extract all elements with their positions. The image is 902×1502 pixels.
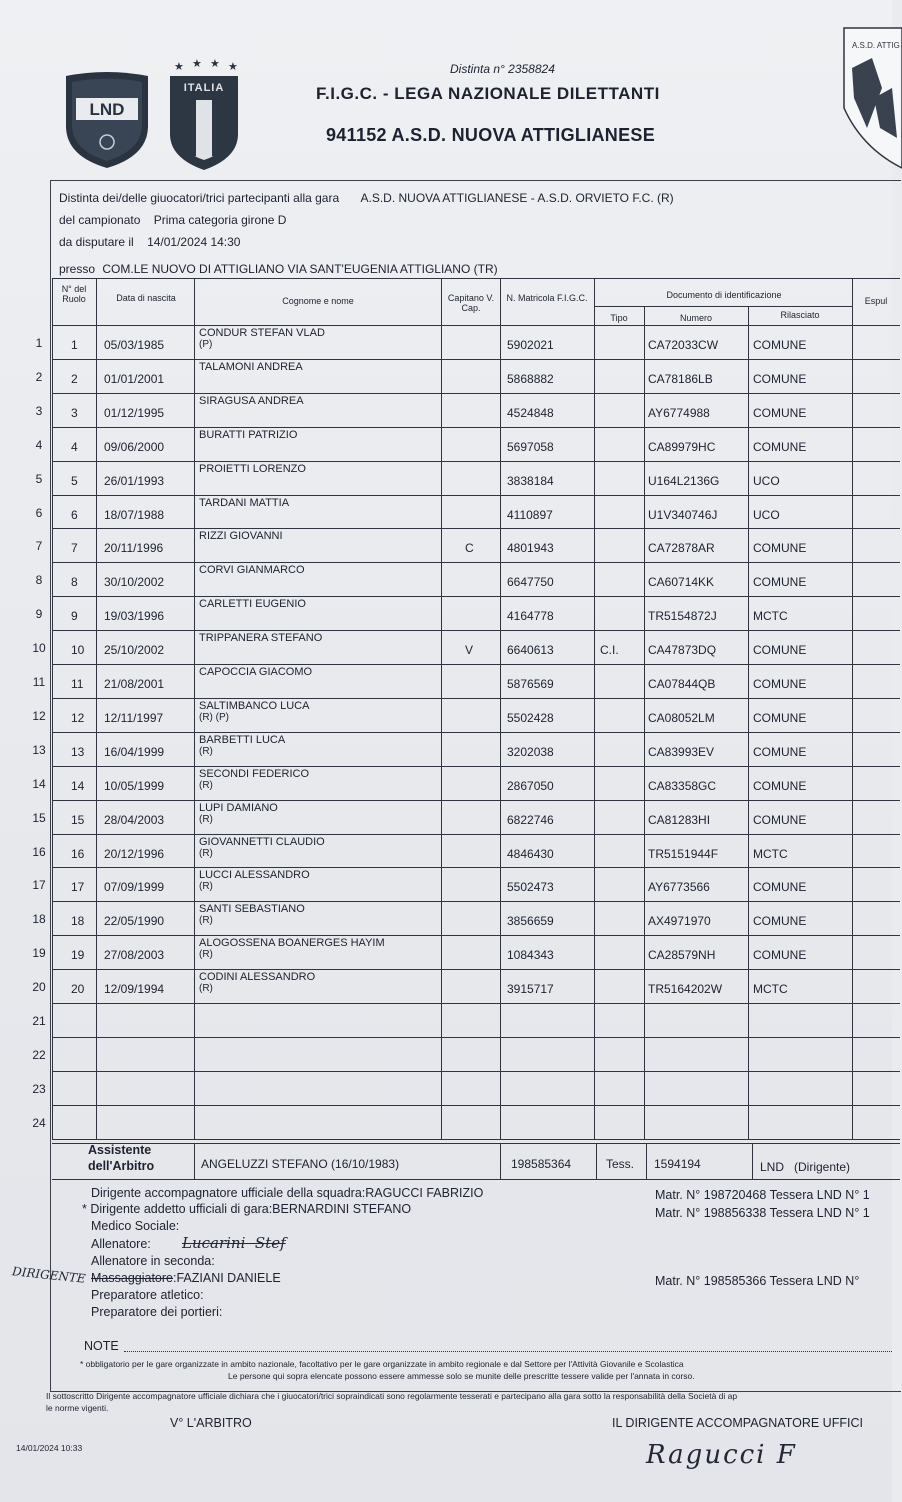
outer-row-number: 3 [35, 404, 43, 418]
outer-row-number: 12 [32, 709, 46, 723]
assistant-label-2: dell'Arbitro [88, 1159, 155, 1173]
player-doc-number: CA08052LM [648, 711, 715, 725]
player-number: 2 [71, 372, 78, 386]
player-name: TALAMONI ANDREA [199, 361, 303, 373]
player-doc-number: U1V340746J [648, 508, 718, 522]
player-name: RIZZI GIOVANNI [199, 530, 283, 542]
player-birth-date: 20/11/1996 [104, 541, 164, 555]
table-header-border [52, 325, 900, 326]
player-doc-number: CA83993EV [648, 745, 715, 759]
column-divider [852, 278, 853, 1139]
player-number: 18 [71, 914, 85, 928]
row-divider [52, 901, 900, 902]
player-note: (R) (P) [199, 712, 229, 723]
svg-text:★: ★ [210, 58, 220, 70]
player-note: (R) [199, 780, 213, 791]
federation-title: F.I.G.C. - LEGA NAZIONALE DILETTANTI [316, 84, 660, 103]
coach-label: Allenatore: [91, 1237, 151, 1251]
distinta-number: Distinta n° 2358824 [450, 62, 555, 76]
player-birth-date: 12/09/1994 [104, 982, 165, 996]
player-doc-number: CA78186LB [648, 372, 713, 386]
row-divider [52, 1037, 900, 1038]
official-signature-label: IL DIRIGENTE ACCOMPAGNATORE UFFICI [612, 1416, 863, 1430]
player-matricola: 4801943 [507, 541, 554, 555]
player-doc-number: CA72878AR [648, 541, 715, 555]
player-birth-date: 01/01/2001 [104, 372, 165, 386]
assistant-label-1: Assistente [88, 1143, 152, 1157]
player-birth-date: 22/05/1990 [104, 914, 165, 928]
match-name: A.S.D. NUOVA ATTIGLIANESE - A.S.D. ORVIETO F.C. (R) [360, 191, 674, 205]
player-matricola: 3202038 [507, 745, 554, 759]
player-birth-date: 05/03/1985 [104, 338, 165, 352]
player-name: SECONDI FEDERICO [199, 768, 310, 780]
outer-row-number: 23 [32, 1082, 46, 1096]
player-number: 13 [71, 745, 85, 759]
column-divider [52, 278, 53, 1139]
footnote-1: * obbligatorio per le gare organizzate in ambito nazionale, facoltativo per le gare organizzate in ambito regionale e dal Settore per l'Attività Giovanile e Scolastica [80, 1359, 684, 1369]
player-name: SALTIMBANCO LUCA [199, 700, 310, 712]
assistant-column-divider [500, 1143, 501, 1179]
outer-row-number: 20 [32, 980, 46, 994]
date-line [59, 235, 240, 249]
player-doc-issuer: COMUNE [753, 406, 807, 420]
player-doc-issuer: COMUNE [753, 677, 807, 691]
referee-official-line [82, 1202, 411, 1216]
player-name-cell [199, 530, 283, 542]
player-birth-date: 18/07/1988 [104, 508, 165, 522]
player-birth-date: 20/12/1996 [104, 847, 165, 861]
player-number: 16 [71, 847, 85, 861]
player-name-cell [199, 734, 285, 758]
player-matricola: 4164778 [507, 609, 554, 623]
player-number: 1 [71, 338, 78, 352]
player-name: CORVI GIANMARCO [199, 564, 305, 576]
player-name: PROIETTI LORENZO [199, 463, 306, 475]
player-doc-issuer: MCTC [753, 847, 788, 861]
masseur-line: Massaggiatore:FAZIANI DANIELE [91, 1271, 281, 1285]
player-birth-date: 21/08/2001 [104, 677, 165, 691]
col-document: Documento di identificazione [666, 290, 782, 300]
player-number: 3 [71, 406, 78, 420]
player-doc-number: CA89979HC [648, 440, 716, 454]
row-divider [52, 935, 900, 936]
row-divider [52, 461, 900, 462]
outer-row-number: 2 [35, 370, 43, 384]
player-number: 14 [71, 779, 85, 793]
participants-label: Distinta dei/delle giuocatori/trici partecipanti alla gara [59, 191, 340, 205]
table-top-border [52, 278, 900, 279]
player-doc-issuer: MCTC [753, 609, 788, 623]
player-number: 9 [71, 609, 78, 623]
player-name-cell [199, 836, 325, 860]
masseur-handwritten-role: DIRIGENTE [11, 1264, 87, 1286]
player-doc-number: CA28579NH [648, 948, 716, 962]
player-doc-number: TR5164202W [648, 982, 723, 996]
championship: Prima categoria girone D [153, 213, 287, 227]
col-captain: Capitano V. Cap. [447, 293, 495, 313]
player-name-cell [199, 632, 322, 644]
player-birth-date: 19/03/1996 [104, 609, 165, 623]
assistant-doc-type: Tess. [606, 1157, 635, 1171]
player-doc-issuer: COMUNE [753, 575, 807, 589]
row-divider [52, 359, 900, 360]
outer-row-number: 24 [32, 1116, 46, 1130]
player-doc-number: AY6773566 [648, 880, 710, 894]
col-roster-no: N° del Ruolo [61, 284, 87, 304]
player-name: GIOVANNETTI CLAUDIO [199, 836, 325, 848]
outer-row-number: 1 [35, 336, 43, 350]
masseur-matr: Matr. N° 198585366 Tessera LND N° [655, 1274, 860, 1288]
venue: COM.LE NUOVO DI ATTIGLIANO VIA SANT'EUGENIA ATTIGLIANO (TR) [102, 262, 498, 276]
player-matricola: 3838184 [507, 474, 554, 488]
player-name: BARBETTI LUCA [199, 734, 286, 746]
official-matr: Matr. N° 198720468 Tessera LND N° 1 [655, 1188, 870, 1202]
assistant-column-divider [752, 1143, 753, 1179]
svg-text:ITALIA: ITALIA [183, 82, 225, 94]
player-doc-issuer: COMUNE [753, 541, 807, 555]
row-divider [52, 969, 900, 970]
player-doc-issuer: COMUNE [753, 440, 807, 454]
footnote-2: Le persone qui sopra elencate possono essere ammesse solo se munite delle prescritte tessere valide per l'annata in corso. [228, 1371, 695, 1381]
player-doc-number: CA47873DQ [648, 643, 717, 657]
player-matricola: 5697058 [507, 440, 554, 454]
player-number: 4 [71, 440, 78, 454]
player-captain: V [465, 643, 474, 657]
player-doc-issuer: COMUNE [753, 745, 807, 759]
player-matricola: 1084343 [507, 948, 554, 962]
player-doc-issuer: COMUNE [753, 813, 807, 827]
row-divider [52, 630, 900, 631]
player-name: CONDUR STEFAN VLAD [199, 327, 325, 339]
player-doc-number: TR5154872J [648, 609, 717, 623]
column-divider [644, 306, 645, 1139]
masseur-label: Massaggiatore [91, 1271, 173, 1285]
player-number: 8 [71, 575, 78, 589]
row-divider [52, 1105, 900, 1106]
player-name: TRIPPANERA STEFANO [199, 632, 323, 644]
player-name-cell [199, 463, 306, 475]
referee-official-matr: Matr. N° 198856338 Tessera LND N° 1 [655, 1206, 870, 1220]
player-birth-date: 16/04/1999 [104, 745, 165, 759]
player-birth-date: 09/06/2000 [104, 440, 165, 454]
athletic-label: Preparatore atletico: [91, 1288, 204, 1302]
outer-row-number: 16 [32, 845, 46, 859]
player-doc-issuer: COMUNE [753, 880, 807, 894]
player-number: 10 [71, 643, 85, 657]
row-divider [52, 698, 900, 699]
player-doc-number: U164L2136G [648, 474, 720, 488]
player-matricola: 3915717 [507, 982, 554, 996]
player-name-cell [199, 937, 385, 961]
player-number: 5 [71, 474, 78, 488]
col-matricola: N. Matricola F.I.G.C. [506, 293, 588, 303]
outer-row-number: 22 [32, 1048, 46, 1062]
match-line [59, 191, 674, 205]
official-line [91, 1186, 483, 1200]
assistant-column-divider [194, 1143, 195, 1179]
row-divider [52, 393, 900, 394]
printed-timestamp: 14/01/2024 10:33 [16, 1443, 83, 1453]
player-note: (P) [199, 339, 213, 350]
player-birth-date: 30/10/2002 [104, 575, 165, 589]
svg-text:★: ★ [228, 61, 238, 73]
outer-row-number: 6 [35, 506, 43, 520]
declaration-2: le norme vigenti. [46, 1403, 109, 1413]
player-matricola: 6822746 [507, 813, 554, 827]
row-divider [52, 1071, 900, 1072]
player-doc-issuer: COMUNE [753, 711, 807, 725]
assistant-number: 198585364 [511, 1157, 572, 1171]
venue-label: presso [59, 262, 96, 276]
official-name: RAGUCCI FABRIZIO [365, 1186, 484, 1200]
player-matricola: 5868882 [507, 372, 554, 386]
outer-row-number: 19 [32, 946, 46, 960]
row-divider [52, 427, 900, 428]
notes-label: NOTE [84, 1339, 119, 1353]
col-doc-number: Numero [679, 313, 712, 323]
column-divider [748, 306, 749, 1139]
player-doc-issuer: COMUNE [753, 372, 807, 386]
player-name: LUPI DAMIANO [199, 802, 278, 814]
date-label: da disputare il [59, 235, 134, 249]
player-matricola: 5902021 [507, 338, 554, 352]
player-number: 6 [71, 508, 78, 522]
player-name-cell [199, 395, 304, 407]
svg-text:A.S.D. ATTIG: A.S.D. ATTIG [852, 41, 900, 50]
player-birth-date: 26/01/1993 [104, 474, 165, 488]
championship-label: del campionato [59, 213, 141, 227]
outer-row-number: 9 [35, 607, 43, 621]
assistant-name: ANGELUZZI STEFANO (16/10/1983) [201, 1157, 400, 1171]
column-divider [441, 278, 442, 1139]
player-doc-issuer: COMUNE [753, 643, 807, 657]
assistant-issuer: LND (Dirigente) [760, 1160, 851, 1174]
outer-row-number: 21 [32, 1014, 46, 1028]
row-divider [52, 800, 900, 801]
player-name-cell [199, 666, 312, 678]
coach-handwritten: Lucarini Stef [182, 1234, 286, 1252]
player-name: CODINI ALESSANDRO [199, 971, 316, 983]
assistant-bottom-border [52, 1179, 900, 1180]
outer-row-number: 5 [35, 472, 43, 486]
column-divider [594, 278, 595, 1139]
svg-text:★: ★ [192, 58, 202, 70]
svg-text:LND: LND [89, 100, 125, 119]
player-name: SANTI SEBASTIANO [199, 903, 305, 915]
outer-row-number: 7 [35, 539, 43, 553]
player-note: (R) [199, 983, 213, 994]
col-doc-type: Tipo [610, 313, 628, 323]
player-name-cell [199, 361, 303, 373]
player-doc-number: AY6774988 [648, 406, 710, 420]
player-captain: C [465, 541, 474, 555]
player-doc-number: CA60714KK [648, 575, 715, 589]
player-note: (R) [199, 848, 213, 859]
player-doc-type: C.I. [600, 643, 619, 657]
outer-row-number: 10 [32, 641, 46, 655]
col-doc-issuer: Rilasciato [780, 310, 820, 320]
player-doc-issuer: COMUNE [753, 779, 807, 793]
club-logo [842, 28, 902, 168]
outer-row-number: 8 [35, 573, 43, 587]
player-matricola: 5502428 [507, 711, 554, 725]
player-number: 15 [71, 813, 85, 827]
lnd-logo [62, 70, 152, 170]
document-header-divider [594, 306, 852, 307]
goalkeeper-label: Preparatore dei portieri: [91, 1305, 223, 1319]
player-number: 12 [71, 711, 85, 725]
referee-signature-label: V° L'ARBITRO [170, 1416, 252, 1430]
player-number: 19 [71, 948, 85, 962]
figc-italia-logo [166, 58, 242, 172]
referee-official-name: BERNARDINI STEFANO [272, 1202, 412, 1216]
col-name: Cognome e nome [282, 296, 354, 306]
player-number: 11 [71, 677, 84, 691]
player-birth-date: 10/05/1999 [104, 779, 165, 793]
assistant-top-border [52, 1143, 900, 1144]
player-name-cell [199, 971, 315, 995]
row-divider [52, 562, 900, 563]
player-matricola: 4110897 [507, 508, 553, 522]
notes-dotted-line [124, 1351, 892, 1352]
player-name-cell [199, 497, 289, 509]
player-name-cell [199, 327, 325, 351]
player-name-cell [199, 903, 305, 927]
outer-row-number: 17 [32, 878, 46, 892]
assistant-doc: 1594194 [654, 1157, 701, 1171]
player-name: CARLETTI EUGENIO [199, 598, 306, 610]
player-doc-issuer: MCTC [753, 982, 788, 996]
player-doc-number: CA72033CW [648, 338, 719, 352]
player-matricola: 4846430 [507, 847, 554, 861]
player-number: 20 [71, 982, 85, 996]
player-matricola: 5876569 [507, 677, 554, 691]
player-doc-number: CA81283HI [648, 813, 711, 827]
player-name-cell [199, 768, 309, 792]
player-birth-date: 27/08/2003 [104, 948, 165, 962]
player-matricola: 4524848 [507, 406, 554, 420]
column-divider [500, 278, 501, 1139]
outer-row-number: 14 [32, 777, 46, 791]
player-name-cell [199, 598, 306, 610]
assistant-column-divider [596, 1143, 597, 1179]
declaration-1: Il sottoscritto Dirigente accompagnatore ufficiale dichiara che i giuocatori/trici sopraindicati sono regolarmente tesserati e partecipano alla gara sotto la responsabilità della Società di ap [46, 1391, 738, 1401]
official-label: Dirigente accompagnatore ufficiale della squadra: [91, 1186, 366, 1200]
match-date: 14/01/2024 14:30 [147, 235, 241, 249]
row-divider [52, 495, 900, 496]
player-note: (R) [199, 915, 213, 926]
row-divider [52, 664, 900, 665]
row-divider [52, 1139, 900, 1140]
player-matricola: 6640613 [507, 643, 554, 657]
player-birth-date: 01/12/1995 [104, 406, 165, 420]
club-title: 941152 A.S.D. NUOVA ATTIGLIANESE [326, 125, 656, 145]
player-note: (R) [199, 746, 213, 757]
row-divider [52, 834, 900, 835]
player-note: (R) [199, 949, 213, 960]
medic-label: Medico Sociale: [91, 1219, 180, 1233]
column-divider [96, 278, 97, 1139]
referee-official-label: * Dirigente addetto ufficiali di gara: [82, 1202, 273, 1216]
player-birth-date: 25/10/2002 [104, 643, 165, 657]
official-signature: Ragucci F [646, 1440, 797, 1470]
player-birth-date: 07/09/1999 [104, 880, 165, 894]
row-divider [52, 732, 900, 733]
player-doc-issuer: COMUNE [753, 914, 807, 928]
player-number: 7 [71, 541, 78, 555]
player-matricola: 2867050 [507, 779, 554, 793]
player-matricola: 3856659 [507, 914, 554, 928]
row-divider [52, 596, 900, 597]
player-matricola: 5502473 [507, 880, 554, 894]
player-name: LUCCI ALESSANDRO [199, 869, 310, 881]
player-name: ALOGOSSENA BOANERGES HAYIM [199, 937, 385, 949]
assistant-coach-label: Allenatore in seconda: [91, 1254, 215, 1268]
col-birth-date: Data di nascita [116, 293, 176, 303]
player-birth-date: 12/11/1997 [104, 711, 164, 725]
player-doc-issuer: COMUNE [753, 948, 807, 962]
row-divider [52, 528, 900, 529]
row-divider [52, 1003, 900, 1004]
assistant-column-divider [646, 1143, 647, 1179]
player-name-cell [199, 700, 309, 724]
venue-line [59, 262, 498, 276]
player-name: TARDANI MATTIA [199, 497, 290, 509]
outer-row-number: 4 [35, 438, 43, 452]
outer-row-number: 18 [32, 912, 46, 926]
player-name: CAPOCCIA GIACOMO [199, 666, 313, 678]
championship-line [59, 213, 286, 227]
player-name-cell [199, 869, 310, 893]
player-doc-issuer: UCO [753, 508, 780, 522]
masseur-name: FAZIANI DANIELE [176, 1271, 281, 1285]
svg-text:★: ★ [174, 61, 184, 73]
col-expelled: Espul [864, 296, 888, 306]
player-name-cell [199, 429, 297, 441]
player-doc-issuer: UCO [753, 474, 780, 488]
player-note: (R) [199, 881, 213, 892]
row-divider [52, 766, 900, 767]
player-note: (R) [199, 814, 213, 825]
player-doc-issuer: COMUNE [753, 338, 807, 352]
player-name: BURATTI PATRIZIO [199, 429, 298, 441]
player-name: SIRAGUSA ANDREA [199, 395, 304, 407]
player-name-cell [199, 802, 278, 826]
outer-row-number: 15 [32, 811, 46, 825]
player-doc-number: CA83358GC [648, 779, 717, 793]
player-name-cell [199, 564, 305, 576]
column-divider [194, 278, 195, 1139]
player-doc-number: TR5151944F [648, 847, 719, 861]
player-matricola: 6647750 [507, 575, 554, 589]
player-doc-number: AX4971970 [648, 914, 711, 928]
outer-row-number: 11 [32, 675, 46, 689]
player-doc-number: CA07844QB [648, 677, 716, 691]
player-number: 17 [71, 880, 85, 894]
row-divider [52, 867, 900, 868]
player-birth-date: 28/04/2003 [104, 813, 165, 827]
outer-row-number: 13 [32, 743, 46, 757]
